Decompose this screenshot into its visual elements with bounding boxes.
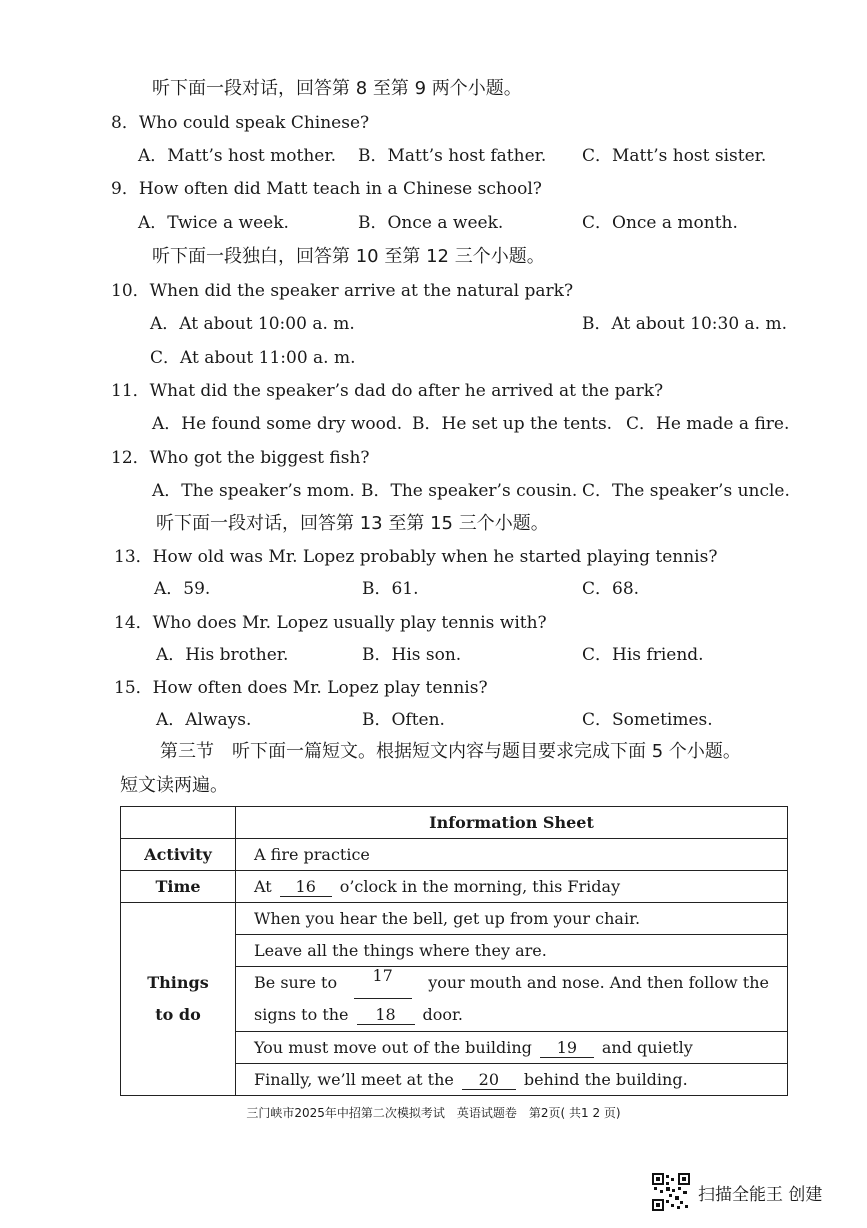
question-text: How old was Mr. Lopez probably when he started playing tennis? [152, 547, 718, 567]
blank-17: 17 [354, 967, 412, 999]
activity-label: Activity [121, 839, 236, 871]
time-prefix: At [254, 876, 272, 896]
option-a: A．Twice a week. [138, 213, 289, 233]
option-c: C．His friend. [582, 645, 704, 665]
things-to-do-label [121, 903, 236, 1096]
option-a: A．Always. [156, 710, 252, 730]
blank-16: 16 [280, 878, 332, 897]
option-a: A．He found some dry wood. [152, 414, 403, 434]
question-10 [111, 280, 573, 302]
things-row-3 [236, 967, 788, 1032]
question-text: How often does Mr. Lopez play tennis? [152, 678, 488, 698]
information-sheet-table [120, 806, 788, 1096]
option-c: C．Sometimes. [582, 710, 713, 730]
option-c: C．Once a month. [582, 213, 738, 233]
option-c: C．Matt’s host sister. [582, 146, 767, 166]
table-row [121, 871, 788, 903]
blank-19: 19 [540, 1039, 594, 1058]
question-number: 8． [111, 113, 139, 133]
option-a: A．Matt’s host mother. [138, 146, 337, 166]
question-number: 11． [111, 381, 150, 401]
question-number: 12． [111, 448, 150, 468]
things-row-3-line1 [254, 967, 787, 999]
things-label-line1: Things [147, 973, 209, 992]
row5-prefix: Finally, we’ll meet at the [254, 1069, 454, 1089]
page-footer: 三门峡市2025年中招第二次模拟考试 英语试题卷 第2页( 共1 2 页) [246, 1106, 621, 1120]
part3-instruction: 第三节 听下面一篇短文。根据短文内容与题目要求完成下面 5 个小题。 [160, 741, 741, 762]
option-b: B．61. [362, 579, 419, 599]
row4-prefix: You must move out of the building [254, 1037, 532, 1057]
things-label-line2: to do [155, 1005, 201, 1024]
question-15 [114, 677, 488, 699]
section-instruction: 听下面一段对话，回答第 13 至第 15 三个小题。 [156, 513, 549, 534]
scanner-watermark-text: 扫描全能王 创建 [698, 1185, 823, 1205]
option-c: C．He made a fire. [626, 414, 790, 434]
part3-instruction-cont: 短文读两遍。 [120, 775, 228, 796]
time-label: Time [121, 871, 236, 903]
question-9 [111, 178, 542, 200]
question-text: When did the speaker arrive at the natural park? [149, 281, 574, 301]
question-number: 13． [114, 547, 153, 567]
option-a: A．His brother. [156, 645, 289, 665]
option-c: C．The speaker’s uncle. [582, 481, 790, 501]
time-suffix: o’clock in the morning, this Friday [339, 876, 621, 896]
things-row-4 [236, 1032, 788, 1064]
option-a: A．At about 10:00 a. m. [150, 314, 355, 334]
question-8 [111, 112, 369, 134]
things-row-5 [236, 1064, 788, 1096]
option-a: A．59. [154, 579, 211, 599]
question-number: 9． [111, 179, 139, 199]
section-instruction: 听下面一段独白，回答第 10 至第 12 三个小题。 [152, 246, 545, 267]
option-b: B．Matt’s host father. [358, 146, 547, 166]
question-text: Who does Mr. Lopez usually play tennis with? [152, 613, 547, 633]
question-13 [114, 546, 717, 568]
question-text: How often did Matt teach in a Chinese school? [138, 179, 542, 199]
table-title: Information Sheet [236, 807, 788, 839]
question-number: 10． [111, 281, 150, 301]
option-b: B．The speaker’s cousin. [361, 481, 578, 501]
things-row-3-line2 [254, 999, 787, 1031]
option-b: B．Often. [362, 710, 445, 730]
question-text: Who got the biggest fish? [149, 448, 370, 468]
table-row [121, 807, 788, 839]
blank-20: 20 [462, 1071, 516, 1090]
option-b: B．At about 10:30 a. m. [582, 314, 788, 334]
table-row [121, 903, 788, 935]
option-b: B．His son. [362, 645, 462, 665]
option-b: B．He set up the tents. [412, 414, 613, 434]
row3-prefix: Be sure to [254, 973, 338, 992]
qr-code-icon [652, 1173, 690, 1211]
option-c: C．68. [582, 579, 640, 599]
things-row-1: When you hear the bell, get up from your chair. [236, 903, 788, 935]
question-12 [111, 447, 370, 469]
table-row [121, 839, 788, 871]
row3-suffix: your mouth and nose. And then follow the [428, 973, 769, 992]
question-text: What did the speaker’s dad do after he arrived at the park? [149, 381, 664, 401]
question-text: Who could speak Chinese? [138, 113, 370, 133]
row3b-suffix: door. [422, 1005, 464, 1024]
table-corner-cell [121, 807, 236, 839]
blank-18: 18 [357, 1006, 415, 1025]
question-number: 15． [114, 678, 153, 698]
activity-value: A fire practice [236, 839, 788, 871]
row3b-prefix: signs to the [254, 1005, 349, 1024]
question-11 [111, 380, 663, 402]
option-a: A．The speaker’s mom. [152, 481, 355, 501]
row5-suffix: behind the building. [523, 1069, 688, 1089]
row4-suffix: and quietly [601, 1037, 693, 1057]
time-value [236, 871, 788, 903]
question-number: 14． [114, 613, 153, 633]
option-c: C．At about 11:00 a. m. [150, 348, 356, 368]
section-instruction: 听下面一段对话，回答第 8 至第 9 两个小题。 [152, 78, 522, 99]
option-b: B．Once a week. [358, 213, 504, 233]
things-row-2: Leave all the things where they are. [236, 935, 788, 967]
question-14 [114, 612, 547, 634]
